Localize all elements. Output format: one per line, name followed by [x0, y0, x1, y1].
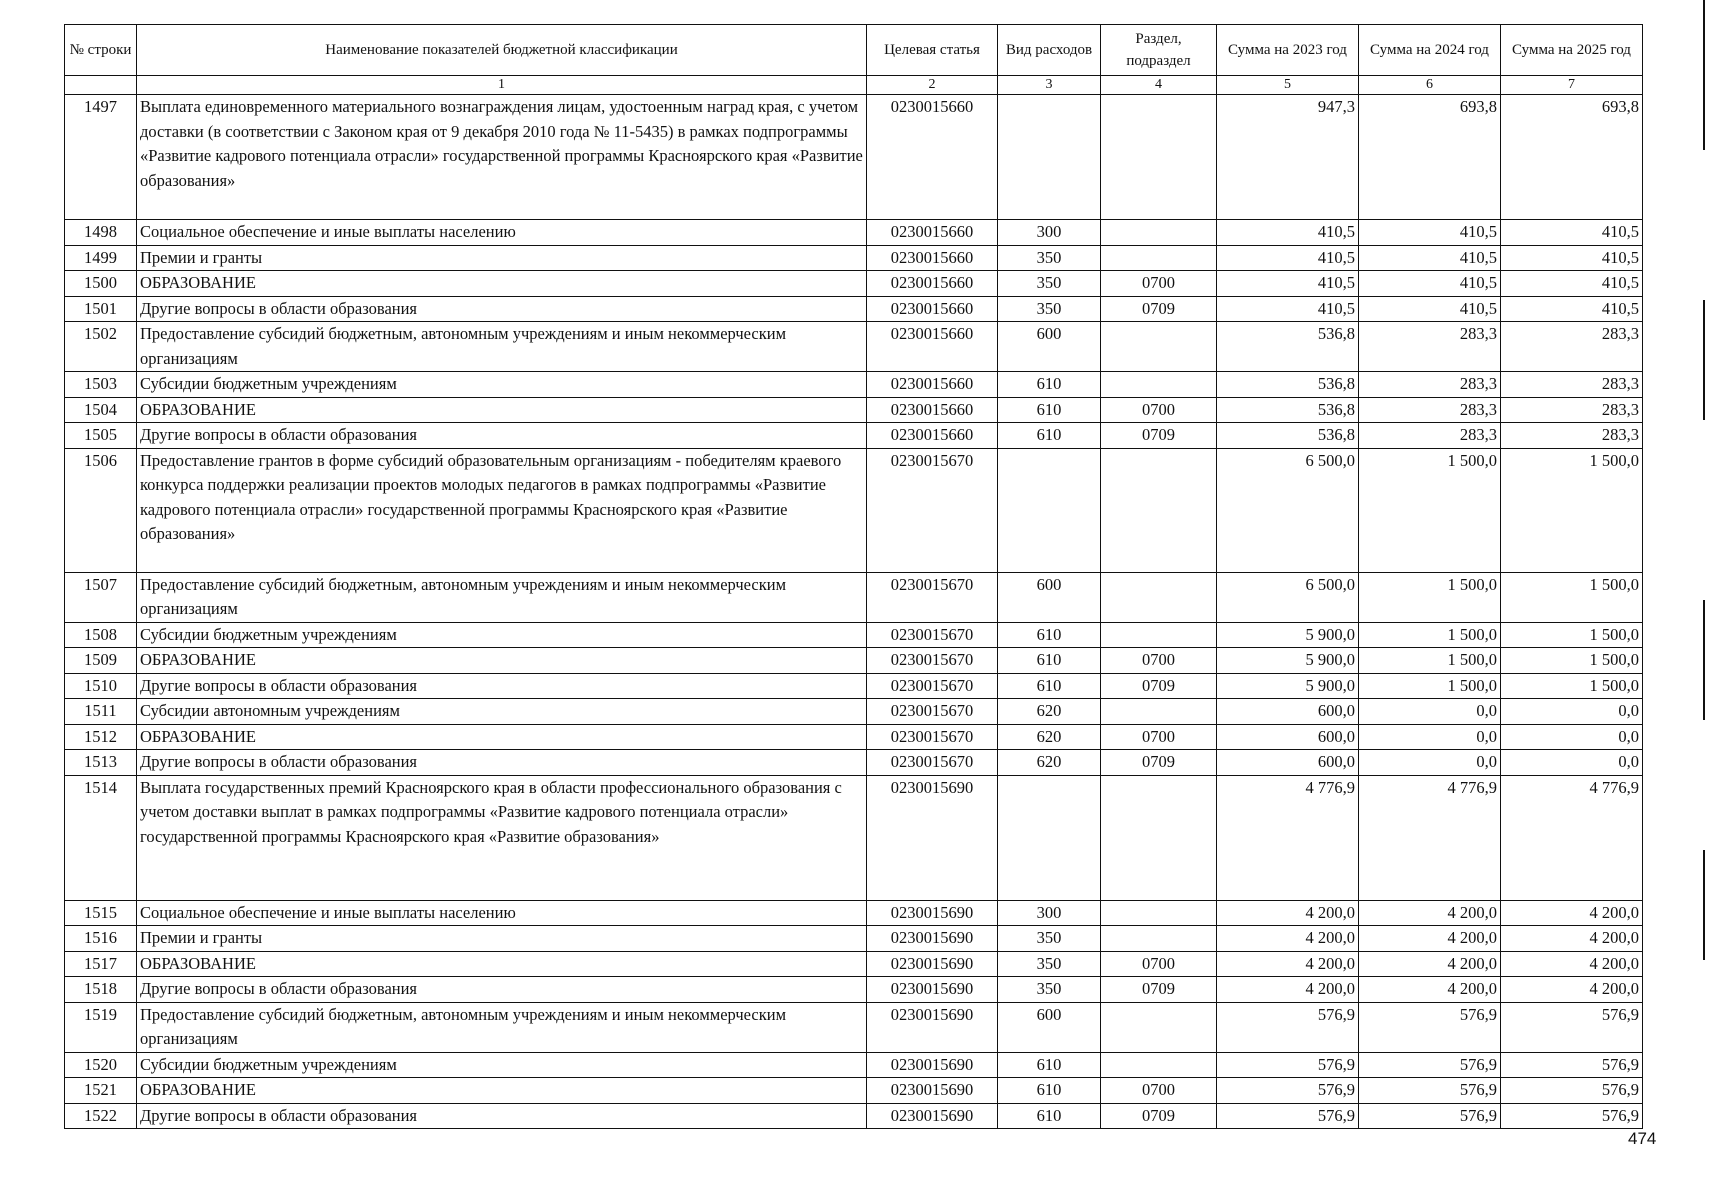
row-sum-2023: 576,9 — [1217, 1002, 1359, 1052]
row-target-code: 0230015670 — [867, 724, 998, 750]
table-row — [65, 977, 1643, 1003]
row-vid: 300 — [998, 220, 1101, 246]
row-number: 1510 — [65, 673, 137, 699]
row-razdel: 0709 — [1101, 750, 1217, 776]
row-number: 1505 — [65, 423, 137, 449]
row-sum-2024: 410,5 — [1359, 271, 1501, 297]
row-sum-2023: 947,3 — [1217, 95, 1359, 220]
row-vid: 610 — [998, 423, 1101, 449]
row-target-code: 0230015660 — [867, 271, 998, 297]
scan-edge-mark — [1703, 850, 1705, 960]
row-target-code: 0230015670 — [867, 448, 998, 572]
row-vid: 350 — [998, 977, 1101, 1003]
row-target-code: 0230015690 — [867, 926, 998, 952]
row-target-code: 0230015660 — [867, 296, 998, 322]
row-sum-2023: 5 900,0 — [1217, 673, 1359, 699]
table-row — [65, 622, 1643, 648]
row-vid: 610 — [998, 1078, 1101, 1104]
row-sum-2025: 4 200,0 — [1501, 977, 1643, 1003]
row-sum-2023: 410,5 — [1217, 296, 1359, 322]
row-vid: 610 — [998, 372, 1101, 398]
table-row — [65, 95, 1643, 220]
row-number: 1509 — [65, 648, 137, 674]
column-number: 7 — [1501, 76, 1643, 95]
row-razdel — [1101, 926, 1217, 952]
row-number: 1519 — [65, 1002, 137, 1052]
row-target-code: 0230015690 — [867, 1052, 998, 1078]
table-row — [65, 423, 1643, 449]
row-name: Другие вопросы в области образования — [137, 673, 867, 699]
row-name: Другие вопросы в области образования — [137, 1103, 867, 1129]
row-name: ОБРАЗОВАНИЕ — [137, 951, 867, 977]
scan-edge-mark — [1703, 300, 1705, 420]
row-target-code: 0230015660 — [867, 322, 998, 372]
row-name: Субсидии бюджетным учреждениям — [137, 1052, 867, 1078]
row-vid: 600 — [998, 1002, 1101, 1052]
row-number: 1502 — [65, 322, 137, 372]
row-target-code: 0230015690 — [867, 900, 998, 926]
row-name: Предоставление субсидий бюджетным, автономным учреждениям и иным некоммерческим организациям — [137, 1002, 867, 1052]
row-number: 1507 — [65, 572, 137, 622]
row-sum-2024: 0,0 — [1359, 724, 1501, 750]
table-row — [65, 699, 1643, 725]
row-number: 1499 — [65, 245, 137, 271]
row-sum-2024: 0,0 — [1359, 750, 1501, 776]
row-vid: 600 — [998, 572, 1101, 622]
table-row — [65, 926, 1643, 952]
row-number: 1521 — [65, 1078, 137, 1104]
row-name: Предоставление грантов в форме субсидий образовательным организациям - победителям краевого конкурса поддержки реализации проектов молодых педагогов в рамках подпрограммы «Развитие кадрового потенциала отрасли» государственной программы Красноярского края «Развитие образования» — [137, 448, 867, 572]
row-sum-2023: 5 900,0 — [1217, 648, 1359, 674]
row-target-code: 0230015670 — [867, 750, 998, 776]
table-row — [65, 220, 1643, 246]
row-number: 1512 — [65, 724, 137, 750]
row-razdel — [1101, 220, 1217, 246]
row-sum-2024: 576,9 — [1359, 1002, 1501, 1052]
row-target-code: 0230015660 — [867, 95, 998, 220]
row-sum-2024: 283,3 — [1359, 372, 1501, 398]
row-sum-2024: 4 200,0 — [1359, 900, 1501, 926]
row-sum-2024: 410,5 — [1359, 296, 1501, 322]
row-razdel — [1101, 1052, 1217, 1078]
row-target-code: 0230015660 — [867, 423, 998, 449]
row-number: 1518 — [65, 977, 137, 1003]
table-row — [65, 724, 1643, 750]
row-target-code: 0230015670 — [867, 622, 998, 648]
row-sum-2024: 1 500,0 — [1359, 572, 1501, 622]
row-sum-2025: 693,8 — [1501, 95, 1643, 220]
row-sum-2024: 410,5 — [1359, 220, 1501, 246]
row-target-code: 0230015670 — [867, 699, 998, 725]
column-number: 4 — [1101, 76, 1217, 95]
row-number: 1513 — [65, 750, 137, 776]
row-sum-2023: 4 200,0 — [1217, 926, 1359, 952]
column-number-row — [65, 76, 1643, 95]
row-sum-2024: 4 200,0 — [1359, 977, 1501, 1003]
row-name: Другие вопросы в области образования — [137, 423, 867, 449]
table-row — [65, 750, 1643, 776]
row-target-code: 0230015690 — [867, 1103, 998, 1129]
row-vid: 600 — [998, 322, 1101, 372]
row-sum-2024: 283,3 — [1359, 423, 1501, 449]
row-sum-2023: 536,8 — [1217, 322, 1359, 372]
row-sum-2023: 410,5 — [1217, 220, 1359, 246]
row-razdel — [1101, 775, 1217, 900]
table-row — [65, 372, 1643, 398]
row-vid: 350 — [998, 951, 1101, 977]
row-target-code: 0230015660 — [867, 372, 998, 398]
row-sum-2025: 1 500,0 — [1501, 648, 1643, 674]
row-vid: 350 — [998, 296, 1101, 322]
table-row — [65, 572, 1643, 622]
row-sum-2025: 0,0 — [1501, 699, 1643, 725]
row-razdel: 0700 — [1101, 397, 1217, 423]
row-razdel — [1101, 448, 1217, 572]
row-name: Субсидии автономным учреждениям — [137, 699, 867, 725]
row-sum-2025: 1 500,0 — [1501, 572, 1643, 622]
row-vid: 620 — [998, 724, 1101, 750]
row-name: ОБРАЗОВАНИЕ — [137, 724, 867, 750]
row-razdel — [1101, 622, 1217, 648]
row-sum-2023: 6 500,0 — [1217, 448, 1359, 572]
row-sum-2023: 536,8 — [1217, 372, 1359, 398]
column-number: 5 — [1217, 76, 1359, 95]
row-sum-2023: 576,9 — [1217, 1052, 1359, 1078]
row-vid — [998, 95, 1101, 220]
row-name: Выплата единовременного материального вознаграждения лицам, удостоенным наград края, с учетом доставки (в соответствии с Законом края от 9 декабря 2010 года № 11-5435) в рамках подпрограммы «Развитие кадрового потенциала отрасли» государственной программы Красноярского края «Развитие образования» — [137, 95, 867, 220]
budget-table — [64, 24, 1643, 1129]
scan-edge-mark — [1703, 600, 1705, 720]
row-target-code: 0230015690 — [867, 1078, 998, 1104]
row-target-code: 0230015690 — [867, 1002, 998, 1052]
row-target-code: 0230015660 — [867, 220, 998, 246]
row-sum-2025: 410,5 — [1501, 245, 1643, 271]
row-sum-2025: 0,0 — [1501, 724, 1643, 750]
row-number: 1497 — [65, 95, 137, 220]
row-name: Другие вопросы в области образования — [137, 977, 867, 1003]
row-razdel: 0709 — [1101, 1103, 1217, 1129]
row-vid: 610 — [998, 622, 1101, 648]
row-vid: 300 — [998, 900, 1101, 926]
table-row — [65, 775, 1643, 900]
table-row — [65, 271, 1643, 297]
row-sum-2025: 283,3 — [1501, 372, 1643, 398]
row-number: 1514 — [65, 775, 137, 900]
row-number: 1511 — [65, 699, 137, 725]
row-sum-2025: 1 500,0 — [1501, 622, 1643, 648]
table-row — [65, 296, 1643, 322]
row-name: Предоставление субсидий бюджетным, автономным учреждениям и иным некоммерческим организациям — [137, 322, 867, 372]
row-sum-2025: 4 200,0 — [1501, 900, 1643, 926]
row-number: 1506 — [65, 448, 137, 572]
row-target-code: 0230015690 — [867, 951, 998, 977]
row-name: Другие вопросы в области образования — [137, 750, 867, 776]
row-target-code: 0230015690 — [867, 977, 998, 1003]
table-row — [65, 900, 1643, 926]
row-razdel: 0700 — [1101, 271, 1217, 297]
row-sum-2025: 576,9 — [1501, 1078, 1643, 1104]
page-number: 474 — [1628, 1129, 1657, 1148]
row-vid: 610 — [998, 1103, 1101, 1129]
header-vid: Вид расходов — [998, 25, 1101, 76]
row-number: 1517 — [65, 951, 137, 977]
row-vid — [998, 775, 1101, 900]
row-sum-2023: 4 200,0 — [1217, 951, 1359, 977]
row-sum-2024: 4 200,0 — [1359, 926, 1501, 952]
row-vid — [998, 448, 1101, 572]
row-sum-2023: 410,5 — [1217, 271, 1359, 297]
row-razdel: 0700 — [1101, 1078, 1217, 1104]
table-row — [65, 322, 1643, 372]
row-name: ОБРАЗОВАНИЕ — [137, 271, 867, 297]
row-sum-2024: 576,9 — [1359, 1078, 1501, 1104]
row-name: Премии и гранты — [137, 245, 867, 271]
row-sum-2025: 4 200,0 — [1501, 951, 1643, 977]
column-number: 1 — [137, 76, 867, 95]
row-sum-2023: 576,9 — [1217, 1078, 1359, 1104]
header-sum-2025: Сумма на 2025 год — [1501, 25, 1643, 76]
row-number: 1504 — [65, 397, 137, 423]
row-number: 1498 — [65, 220, 137, 246]
column-number: 2 — [867, 76, 998, 95]
row-sum-2025: 576,9 — [1501, 1002, 1643, 1052]
row-sum-2024: 4 200,0 — [1359, 951, 1501, 977]
row-sum-2025: 1 500,0 — [1501, 448, 1643, 572]
header-row-no: № строки — [65, 25, 137, 76]
table-row — [65, 1103, 1643, 1129]
table-row — [65, 951, 1643, 977]
header-target: Целевая статья — [867, 25, 998, 76]
row-sum-2025: 576,9 — [1501, 1052, 1643, 1078]
row-razdel: 0700 — [1101, 648, 1217, 674]
row-target-code: 0230015660 — [867, 397, 998, 423]
row-razdel — [1101, 372, 1217, 398]
row-target-code: 0230015690 — [867, 775, 998, 900]
row-sum-2023: 536,8 — [1217, 397, 1359, 423]
row-name: Субсидии бюджетным учреждениям — [137, 372, 867, 398]
row-razdel: 0709 — [1101, 296, 1217, 322]
row-sum-2024: 283,3 — [1359, 397, 1501, 423]
row-vid: 350 — [998, 245, 1101, 271]
row-vid: 350 — [998, 271, 1101, 297]
row-sum-2025: 410,5 — [1501, 220, 1643, 246]
row-sum-2024: 0,0 — [1359, 699, 1501, 725]
table-row — [65, 448, 1643, 572]
row-razdel: 0709 — [1101, 423, 1217, 449]
table-row — [65, 245, 1643, 271]
row-razdel — [1101, 572, 1217, 622]
row-number: 1503 — [65, 372, 137, 398]
row-name: Премии и гранты — [137, 926, 867, 952]
table-row — [65, 673, 1643, 699]
row-vid: 610 — [998, 648, 1101, 674]
row-sum-2025: 1 500,0 — [1501, 673, 1643, 699]
row-razdel: 0709 — [1101, 673, 1217, 699]
row-razdel — [1101, 95, 1217, 220]
row-razdel: 0700 — [1101, 724, 1217, 750]
row-vid: 610 — [998, 1052, 1101, 1078]
row-name: Социальное обеспечение и иные выплаты населению — [137, 900, 867, 926]
row-sum-2025: 410,5 — [1501, 271, 1643, 297]
row-number: 1522 — [65, 1103, 137, 1129]
column-number — [65, 76, 137, 95]
row-number: 1520 — [65, 1052, 137, 1078]
row-sum-2025: 576,9 — [1501, 1103, 1643, 1129]
row-sum-2024: 283,3 — [1359, 322, 1501, 372]
column-number: 3 — [998, 76, 1101, 95]
row-sum-2024: 1 500,0 — [1359, 622, 1501, 648]
scan-edge-mark — [1703, 0, 1705, 150]
row-target-code: 0230015660 — [867, 245, 998, 271]
row-name: Предоставление субсидий бюджетным, автономным учреждениям и иным некоммерческим организациям — [137, 572, 867, 622]
row-name: ОБРАЗОВАНИЕ — [137, 648, 867, 674]
row-number: 1508 — [65, 622, 137, 648]
table-row — [65, 648, 1643, 674]
row-sum-2024: 1 500,0 — [1359, 448, 1501, 572]
row-sum-2024: 1 500,0 — [1359, 673, 1501, 699]
row-razdel — [1101, 322, 1217, 372]
table-row — [65, 1052, 1643, 1078]
header-name: Наименование показателей бюджетной классификации — [137, 25, 867, 76]
row-sum-2025: 0,0 — [1501, 750, 1643, 776]
row-sum-2024: 576,9 — [1359, 1052, 1501, 1078]
row-vid: 620 — [998, 699, 1101, 725]
row-sum-2023: 600,0 — [1217, 750, 1359, 776]
row-number: 1515 — [65, 900, 137, 926]
row-sum-2024: 410,5 — [1359, 245, 1501, 271]
row-razdel — [1101, 1002, 1217, 1052]
row-sum-2023: 4 200,0 — [1217, 977, 1359, 1003]
row-sum-2024: 4 776,9 — [1359, 775, 1501, 900]
row-vid: 610 — [998, 397, 1101, 423]
row-sum-2023: 5 900,0 — [1217, 622, 1359, 648]
header-razdel: Раздел, подраздел — [1101, 25, 1217, 76]
row-name: Выплата государственных премий Красноярского края в области профессионального образования с учетом доставки выплат в рамках подпрограммы «Развитие кадрового потенциала отрасли» государственной программы Красноярского края «Развитие образования» — [137, 775, 867, 900]
row-number: 1500 — [65, 271, 137, 297]
row-sum-2023: 6 500,0 — [1217, 572, 1359, 622]
row-vid: 610 — [998, 673, 1101, 699]
row-sum-2023: 600,0 — [1217, 724, 1359, 750]
row-name: Субсидии бюджетным учреждениям — [137, 622, 867, 648]
row-number: 1516 — [65, 926, 137, 952]
row-razdel — [1101, 245, 1217, 271]
row-name: ОБРАЗОВАНИЕ — [137, 1078, 867, 1104]
table-row — [65, 1002, 1643, 1052]
row-target-code: 0230015670 — [867, 673, 998, 699]
row-sum-2025: 4 776,9 — [1501, 775, 1643, 900]
header-row — [65, 25, 1643, 76]
row-razdel: 0700 — [1101, 951, 1217, 977]
row-name: ОБРАЗОВАНИЕ — [137, 397, 867, 423]
row-name: Социальное обеспечение и иные выплаты населению — [137, 220, 867, 246]
column-number: 6 — [1359, 76, 1501, 95]
row-vid: 620 — [998, 750, 1101, 776]
row-sum-2023: 576,9 — [1217, 1103, 1359, 1129]
row-sum-2024: 576,9 — [1359, 1103, 1501, 1129]
budget-sheet — [64, 24, 1642, 1129]
row-razdel: 0709 — [1101, 977, 1217, 1003]
row-sum-2023: 536,8 — [1217, 423, 1359, 449]
row-sum-2025: 4 200,0 — [1501, 926, 1643, 952]
table-row — [65, 1078, 1643, 1104]
row-number: 1501 — [65, 296, 137, 322]
row-target-code: 0230015670 — [867, 572, 998, 622]
row-sum-2025: 410,5 — [1501, 296, 1643, 322]
row-sum-2024: 1 500,0 — [1359, 648, 1501, 674]
row-name: Другие вопросы в области образования — [137, 296, 867, 322]
row-vid: 350 — [998, 926, 1101, 952]
row-sum-2023: 600,0 — [1217, 699, 1359, 725]
header-sum-2024: Сумма на 2024 год — [1359, 25, 1501, 76]
row-sum-2025: 283,3 — [1501, 322, 1643, 372]
row-sum-2024: 693,8 — [1359, 95, 1501, 220]
row-target-code: 0230015670 — [867, 648, 998, 674]
row-sum-2025: 283,3 — [1501, 423, 1643, 449]
table-body — [65, 95, 1643, 1129]
row-razdel — [1101, 699, 1217, 725]
row-sum-2023: 4 776,9 — [1217, 775, 1359, 900]
row-sum-2023: 410,5 — [1217, 245, 1359, 271]
row-sum-2023: 4 200,0 — [1217, 900, 1359, 926]
header-sum-2023: Сумма на 2023 год — [1217, 25, 1359, 76]
table-row — [65, 397, 1643, 423]
row-razdel — [1101, 900, 1217, 926]
row-sum-2025: 283,3 — [1501, 397, 1643, 423]
